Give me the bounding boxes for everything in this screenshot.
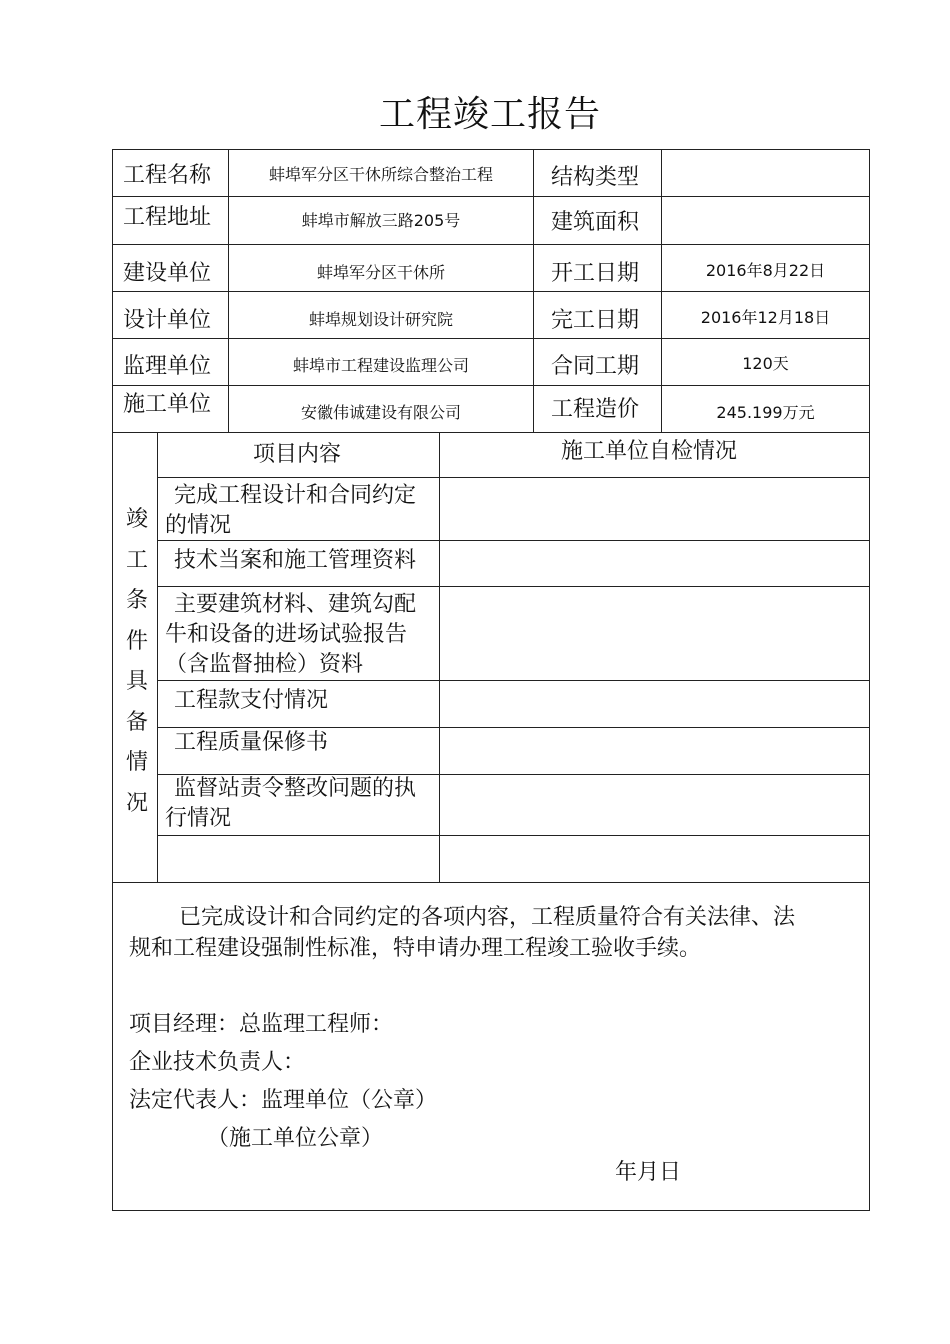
condition-item [174,546,416,576]
row-divider [157,835,869,836]
supervisor-value: 蚌埠市工程建设监理公司 [292,356,469,375]
builder-label: 建设单位 [123,261,212,286]
side-heading-char: 情 [125,750,148,775]
row-divider [157,586,869,587]
condition-item-line: 完成工程设计和合同约定 [174,483,417,508]
side-heading-char: 工 [125,547,148,573]
contractor-seal-line: （施工单位公章） [207,1126,384,1151]
condition-item-line: 牛和设备的进场试验报告 [165,622,408,647]
project-manager-line: 项目经理：总监理工程师： [129,1012,394,1037]
end-date-value: 2016年12月18日 [700,308,831,327]
project-address-label: 工程地址 [123,205,212,230]
side-heading-char: 条 [125,588,148,613]
condition-item-line: 的情况 [165,513,232,538]
condition-item [174,728,328,758]
side-heading-char: 备 [125,709,148,735]
supervisor-label: 监理单位 [123,354,212,379]
column-header-self-check: 施工单位自检情况 [561,439,738,464]
start-date-value: 2016年8月22日 [705,261,826,280]
completion-report-table [112,149,870,1211]
column-header-item: 项目内容 [253,442,342,467]
condition-item-line: 主要建筑材料、建筑勾配 [174,592,417,617]
project-cost-value: 245.199万元 [716,403,815,422]
project-cost-label: 工程造价 [551,397,640,422]
date-line: 年月日 [615,1160,682,1185]
condition-item-line: 技术当案和施工管理资料 [174,548,417,573]
structure-type-label: 结构类型 [551,165,640,190]
column-divider [533,150,534,432]
contractor-value: 安徽伟诚建设有限公司 [300,403,461,422]
row-divider [157,477,869,478]
row-divider [113,338,869,339]
column-divider [228,150,229,432]
designer-label: 设计单位 [123,308,212,333]
contract-period-value: 120天 [742,354,789,373]
technical-lead-line: 企业技术负责人： [129,1050,306,1075]
row-divider [113,385,869,386]
section-divider [113,432,869,433]
side-heading-char: 况 [125,790,148,816]
side-heading-char: 件 [125,628,148,654]
contract-period-label: 合同工期 [551,354,640,379]
section-divider [113,882,869,883]
start-date-label: 开工日期 [551,261,640,286]
condition-item-line: （含监督抽检）资料 [165,652,364,677]
conditions-side-heading [125,500,149,824]
row-divider [113,291,869,292]
page-title: 工程竣工报告 [378,94,601,135]
statement-line: 已完成设计和合同约定的各项内容，工程质量符合有关法律、法 [179,905,796,930]
project-name-label: 工程名称 [123,163,212,188]
row-divider [113,244,869,245]
legal-representative-line: 法定代表人：监理单位（公章） [129,1088,438,1113]
condition-item-line: 监督站责令整改问题的执 [174,776,417,801]
condition-item [165,774,416,834]
building-area-label: 建筑面积 [551,210,640,235]
column-divider [157,432,158,883]
column-divider [439,432,440,883]
statement-line: 规和工程建设强制性标准，特申请办理工程竣工验收手续。 [129,936,702,961]
condition-item [174,686,328,716]
condition-item [165,590,416,680]
builder-value: 蚌埠军分区干休所 [316,263,445,282]
project-name-value: 蚌埠军分区干休所综合整治工程 [268,165,493,184]
row-divider [157,680,869,681]
side-heading-char: 竣 [125,507,148,532]
condition-item-line: 工程质量保修书 [174,730,329,755]
condition-item [165,481,416,541]
condition-item-line: 行情况 [165,806,232,831]
row-divider [113,196,869,197]
column-divider [661,150,662,432]
contractor-label: 施工单位 [123,392,212,417]
condition-item-line: 工程款支付情况 [174,688,329,713]
designer-value: 蚌埠规划设计研究院 [308,310,453,329]
end-date-label: 完工日期 [551,308,640,333]
side-heading-char: 具 [125,669,148,694]
project-address-value: 蚌埠市解放三路205号 [301,211,461,230]
